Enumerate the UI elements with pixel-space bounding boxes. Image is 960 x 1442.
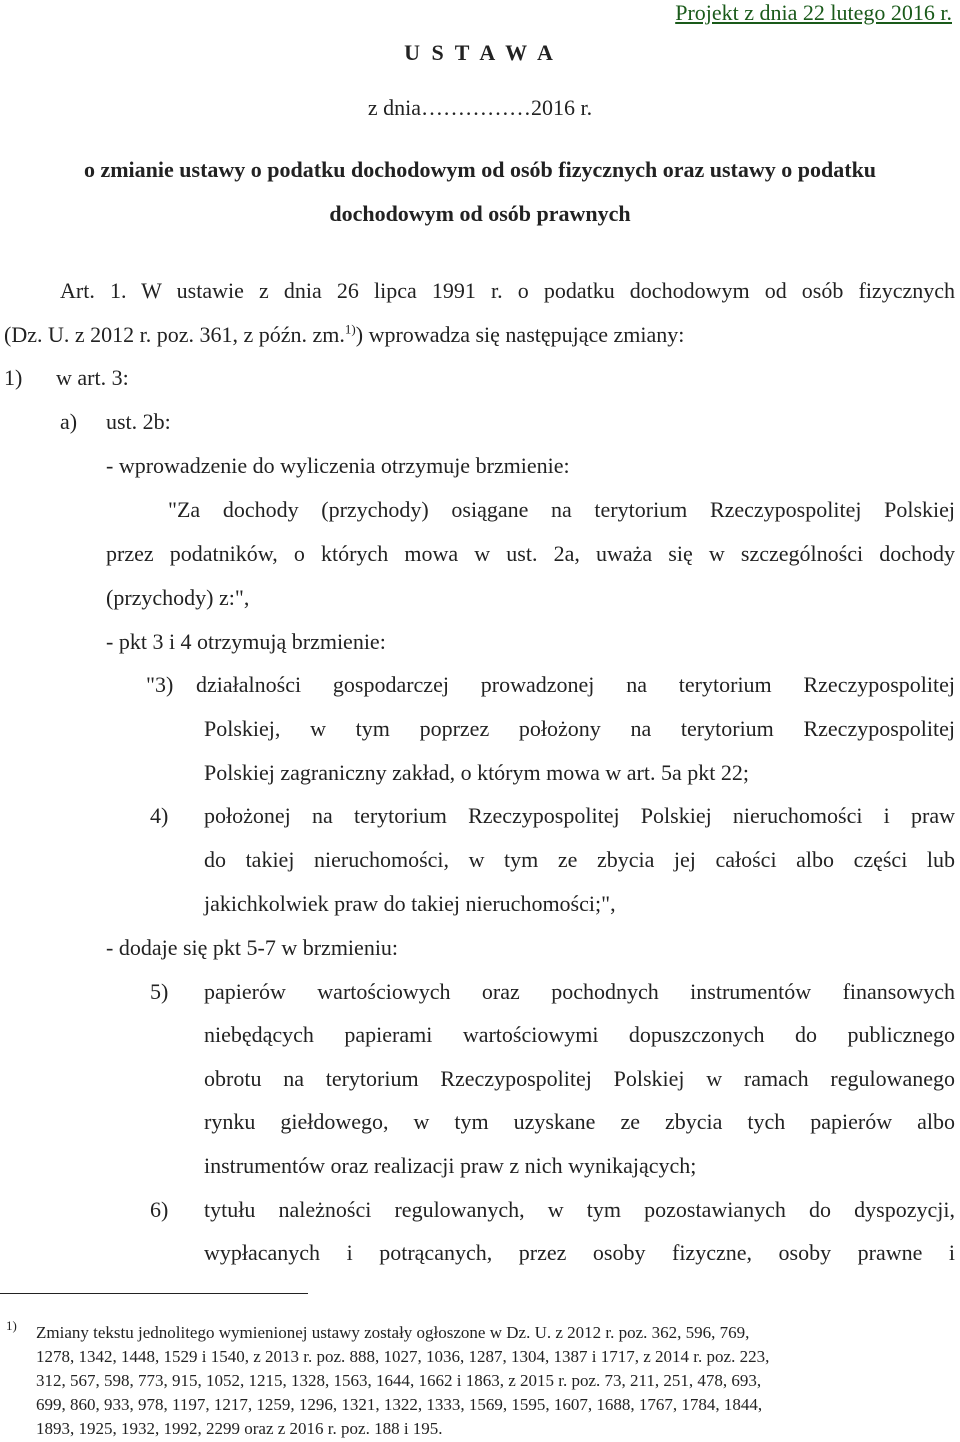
dash-intro-3: - dodaje się pkt 5-7 w brzmieniu: xyxy=(106,935,399,960)
point3-line2: Polskiej, w tym poprzez położony na terytorium Rzeczypospolitej xyxy=(204,716,955,741)
point6-line1: tytułu należności regulowanych, w tym pozostawianych do dyspozycji, xyxy=(204,1197,955,1222)
quote1-line1: "Za dochody (przychody) osiągane na terytorium Rzeczypospolitej Polskiej xyxy=(168,497,955,522)
dash-intro-1: - wprowadzenie do wyliczenia otrzymuje brzmienie: xyxy=(106,453,570,478)
document-title: U S T A W A xyxy=(404,40,556,65)
point5-number: 5) xyxy=(150,979,169,1004)
dash-intro-2: - pkt 3 i 4 otrzymują brzmienie: xyxy=(106,629,386,654)
act-date-line: z dnia……………2016 r. xyxy=(367,95,593,120)
art1-line2 xyxy=(4,320,684,350)
quote1-line3: (przychody) z:", xyxy=(106,585,250,610)
footnote-ref-1: 1) xyxy=(344,321,356,337)
point6-line2: wypłacanych i potrącanych, przez osoby fizyczne, osoby prawne i xyxy=(204,1240,955,1265)
item-a-text: ust. 2b: xyxy=(106,409,171,434)
point5-line4: rynku giełdowego, w tym uzyskane ze zbycia tych papierów albo xyxy=(204,1109,955,1134)
item1-number: 1) xyxy=(4,365,23,390)
point3-number: "3) xyxy=(146,672,174,697)
point4-line3: jakichkolwiek praw do takiej nieruchomości;", xyxy=(204,891,616,916)
project-date-header: Projekt z dnia 22 lutego 2016 r. xyxy=(675,0,952,25)
footnote-mark: 1) xyxy=(6,1318,17,1333)
item-a-number: a) xyxy=(60,409,78,434)
art1-line2-text-a: (Dz. U. z 2012 r. poz. 361, z późn. zm. xyxy=(4,322,345,347)
act-subject: o zmianie ustawy o podatku dochodowym od osób fizycznych oraz ustawy o podatku dochodowym od osób prawnych xyxy=(83,157,877,226)
point5-line2: niebędących papierami wartościowymi dopuszczonych do publicznego xyxy=(204,1022,955,1047)
point3-line3: Polskiej zagraniczny zakład, o którym mowa w art. 5a pkt 22; xyxy=(204,760,749,785)
point4-number: 4) xyxy=(150,803,169,828)
point6-number: 6) xyxy=(150,1197,169,1222)
point3-line1: działalności gospodarczej prowadzonej na terytorium Rzeczypospolitej xyxy=(196,672,955,697)
art1-line1: Art. 1. W ustawie z dnia 26 lipca 1991 r. o podatku dochodowym od osób fizycznych xyxy=(60,278,955,303)
footnote-line3: 312, 567, 598, 773, 915, 1052, 1215, 1328, 1563, 1644, 1662 i 1863, z 2015 r. poz. 73, 211, 251, 478, 693, xyxy=(36,1371,762,1390)
art1-line2-text-b: ) wprowadza się następujące zmiany: xyxy=(355,322,685,347)
point4-line2: do takiej nieruchomości, w tym ze zbycia jej całości albo części lub xyxy=(204,847,955,872)
item1-text: w art. 3: xyxy=(56,365,129,390)
footnote-separator xyxy=(0,1293,308,1294)
footnote-line1: Zmiany tekstu jednolitego wymienionej ustawy zostały ogłoszone w Dz. U. z 2012 r. poz. 362, 596, 769, xyxy=(36,1323,750,1342)
point5-line1: papierów wartościowych oraz pochodnych instrumentów finansowych xyxy=(204,979,955,1004)
footnote-line5: 1893, 1925, 1932, 1992, 2299 oraz z 2016 r. poz. 188 i 195. xyxy=(36,1419,443,1438)
footnote-line2: 1278, 1342, 1448, 1529 i 1540, z 2013 r. poz. 888, 1027, 1036, 1287, 1304, 1387 i 1717, z 2014 r. poz. 223, xyxy=(36,1347,770,1366)
point4-line1: położonej na terytorium Rzeczypospolitej Polskiej nieruchomości i praw xyxy=(204,803,955,828)
point5-line5: instrumentów oraz realizacji praw z nich wynikających; xyxy=(204,1153,697,1178)
point5-line3: obrotu na terytorium Rzeczypospolitej Polskiej w ramach regulowanego xyxy=(204,1066,955,1091)
quote1-line2: przez podatników, o których mowa w ust. 2a, uważa się w szczególności dochody xyxy=(106,541,955,566)
footnote-line4: 699, 860, 933, 978, 1197, 1217, 1259, 1296, 1321, 1322, 1333, 1569, 1595, 1607, 1688, 1767, 1784, 1844, xyxy=(36,1395,763,1414)
